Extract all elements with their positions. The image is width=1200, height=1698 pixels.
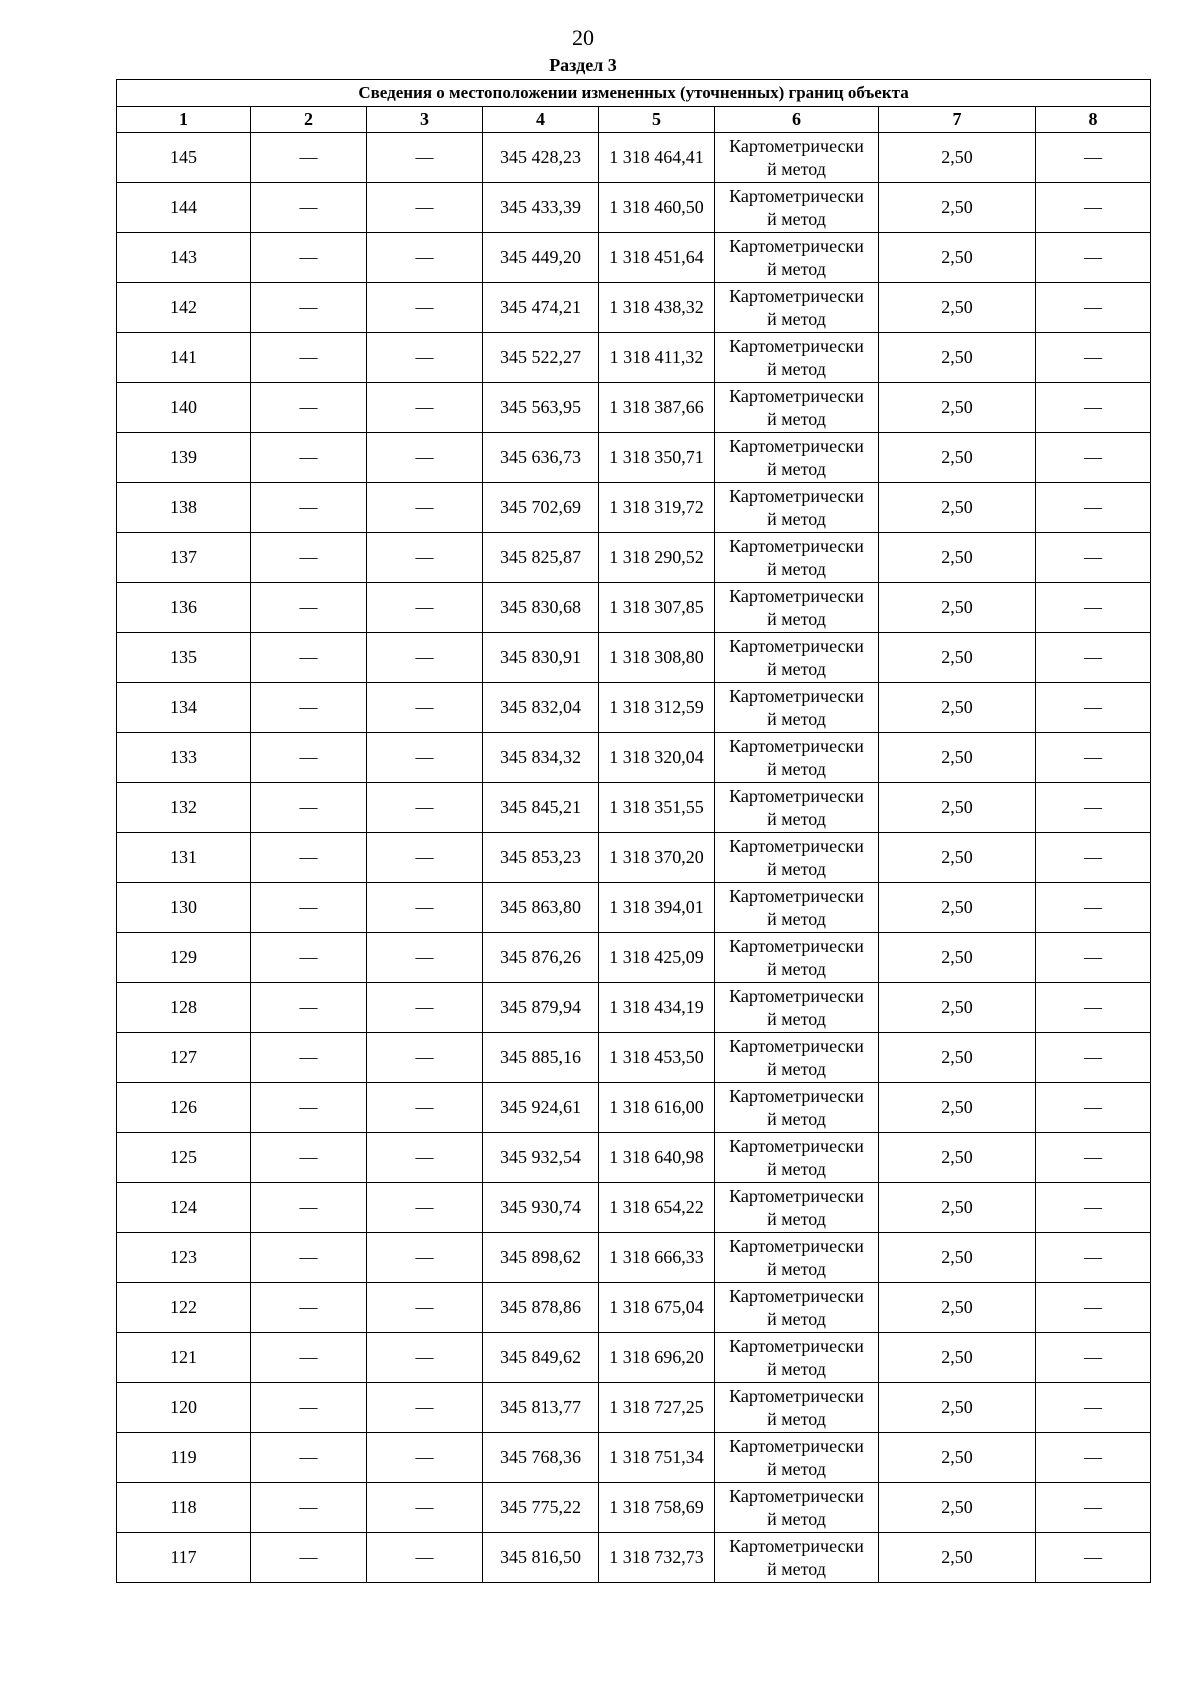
column-3-cell: — [367,1233,483,1283]
table-row [117,133,1151,183]
table-row [117,1333,1151,1383]
column-8-cell: — [1036,633,1151,683]
point-number-cell: 139 [117,433,251,483]
point-number-cell: 119 [117,1433,251,1483]
table-row [117,783,1151,833]
x-coordinate-cell: 345 428,23 [483,133,599,183]
table-row [117,833,1151,883]
x-coordinate-cell: 345 876,26 [483,933,599,983]
x-coordinate-cell: 345 898,62 [483,1233,599,1283]
method-cell: Картометрически й метод [715,1383,879,1433]
column-8-cell: — [1036,233,1151,283]
x-coordinate-cell: 345 845,21 [483,783,599,833]
x-coordinate-cell: 345 433,39 [483,183,599,233]
point-number-cell: 127 [117,1033,251,1083]
y-coordinate-cell: 1 318 460,50 [599,183,715,233]
accuracy-cell: 2,50 [879,133,1036,183]
method-cell: Картометрически й метод [715,133,879,183]
column-8-cell: — [1036,1333,1151,1383]
x-coordinate-cell: 345 885,16 [483,1033,599,1083]
x-coordinate-cell: 345 924,61 [483,1083,599,1133]
column-8-cell: — [1036,1533,1151,1583]
method-cell: Картометрически й метод [715,1533,879,1583]
point-number-cell: 130 [117,883,251,933]
column-8-cell: — [1036,183,1151,233]
column-8-cell: — [1036,1083,1151,1133]
column-8-cell: — [1036,133,1151,183]
column-3-cell: — [367,1533,483,1583]
column-3-cell: — [367,733,483,783]
column-2-cell: — [251,1483,367,1533]
column-3-cell: — [367,1033,483,1083]
y-coordinate-cell: 1 318 319,72 [599,483,715,533]
table-row [117,533,1151,583]
method-cell: Картометрически й метод [715,433,879,483]
y-coordinate-cell: 1 318 307,85 [599,583,715,633]
method-cell: Картометрически й метод [715,633,879,683]
method-cell: Картометрически й метод [715,733,879,783]
table-row [117,583,1151,633]
column-8-cell: — [1036,433,1151,483]
column-3-cell: — [367,233,483,283]
x-coordinate-cell: 345 830,91 [483,633,599,683]
column-3-cell: — [367,183,483,233]
column-8-cell: — [1036,683,1151,733]
y-coordinate-cell: 1 318 320,04 [599,733,715,783]
y-coordinate-cell: 1 318 640,98 [599,1133,715,1183]
column-3-cell: — [367,133,483,183]
point-number-cell: 131 [117,833,251,883]
accuracy-cell: 2,50 [879,233,1036,283]
table-row [117,1383,1151,1433]
column-8-cell: — [1036,483,1151,533]
y-coordinate-cell: 1 318 370,20 [599,833,715,883]
x-coordinate-cell: 345 775,22 [483,1483,599,1533]
table-row [117,233,1151,283]
x-coordinate-cell: 345 636,73 [483,433,599,483]
x-coordinate-cell: 345 878,86 [483,1283,599,1333]
x-coordinate-cell: 345 522,27 [483,333,599,383]
accuracy-cell: 2,50 [879,683,1036,733]
column-header: 3 [367,107,483,133]
method-cell: Картометрически й метод [715,283,879,333]
point-number-cell: 122 [117,1283,251,1333]
accuracy-cell: 2,50 [879,983,1036,1033]
point-number-cell: 133 [117,733,251,783]
table-row [117,883,1151,933]
accuracy-cell: 2,50 [879,1333,1036,1383]
y-coordinate-cell: 1 318 654,22 [599,1183,715,1233]
y-coordinate-cell: 1 318 290,52 [599,533,715,583]
y-coordinate-cell: 1 318 453,50 [599,1033,715,1083]
column-header: 4 [483,107,599,133]
column-3-cell: — [367,1283,483,1333]
point-number-cell: 140 [117,383,251,433]
column-2-cell: — [251,283,367,333]
column-2-cell: — [251,783,367,833]
accuracy-cell: 2,50 [879,1283,1036,1333]
column-8-cell: — [1036,333,1151,383]
column-2-cell: — [251,533,367,583]
y-coordinate-cell: 1 318 727,25 [599,1383,715,1433]
column-2-cell: — [251,1233,367,1283]
x-coordinate-cell: 345 879,94 [483,983,599,1033]
column-2-cell: — [251,333,367,383]
method-cell: Картометрически й метод [715,233,879,283]
accuracy-cell: 2,50 [879,1083,1036,1133]
accuracy-cell: 2,50 [879,1483,1036,1533]
column-header: 7 [879,107,1036,133]
column-2-cell: — [251,1183,367,1233]
method-cell: Картометрически й метод [715,383,879,433]
point-number-cell: 118 [117,1483,251,1533]
column-2-cell: — [251,833,367,883]
accuracy-cell: 2,50 [879,383,1036,433]
accuracy-cell: 2,50 [879,1033,1036,1083]
column-3-cell: — [367,283,483,333]
point-number-cell: 135 [117,633,251,683]
column-2-cell: — [251,933,367,983]
column-2-cell: — [251,633,367,683]
column-header: 1 [117,107,251,133]
method-cell: Картометрически й метод [715,1083,879,1133]
column-3-cell: — [367,1433,483,1483]
x-coordinate-cell: 345 563,95 [483,383,599,433]
table-row [117,933,1151,983]
y-coordinate-cell: 1 318 451,64 [599,233,715,283]
column-2-cell: — [251,133,367,183]
table-row [117,683,1151,733]
column-8-cell: — [1036,833,1151,883]
column-2-cell: — [251,883,367,933]
table-row [117,383,1151,433]
accuracy-cell: 2,50 [879,933,1036,983]
method-cell: Картометрически й метод [715,933,879,983]
column-2-cell: — [251,1083,367,1133]
column-8-cell: — [1036,733,1151,783]
x-coordinate-cell: 345 825,87 [483,533,599,583]
method-cell: Картометрически й метод [715,983,879,1033]
method-cell: Картометрически й метод [715,333,879,383]
column-3-cell: — [367,533,483,583]
point-number-cell: 123 [117,1233,251,1283]
accuracy-cell: 2,50 [879,183,1036,233]
point-number-cell: 144 [117,183,251,233]
column-3-cell: — [367,833,483,883]
point-number-cell: 121 [117,1333,251,1383]
table-row [117,1083,1151,1133]
column-3-cell: — [367,583,483,633]
column-2-cell: — [251,1433,367,1483]
column-8-cell: — [1036,583,1151,633]
method-cell: Картометрически й метод [715,483,879,533]
column-2-cell: — [251,1033,367,1083]
accuracy-cell: 2,50 [879,733,1036,783]
y-coordinate-cell: 1 318 438,32 [599,283,715,333]
accuracy-cell: 2,50 [879,1233,1036,1283]
column-3-cell: — [367,483,483,533]
y-coordinate-cell: 1 318 666,33 [599,1233,715,1283]
method-cell: Картометрически й метод [715,783,879,833]
method-cell: Картометрически й метод [715,1333,879,1383]
column-8-cell: — [1036,383,1151,433]
column-3-cell: — [367,783,483,833]
method-cell: Картометрически й метод [715,1283,879,1333]
column-8-cell: — [1036,1133,1151,1183]
y-coordinate-cell: 1 318 434,19 [599,983,715,1033]
accuracy-cell: 2,50 [879,1533,1036,1583]
method-cell: Картометрически й метод [715,833,879,883]
table-row [117,1483,1151,1533]
point-number-cell: 141 [117,333,251,383]
column-3-cell: — [367,433,483,483]
method-cell: Картометрически й метод [715,1433,879,1483]
column-3-cell: — [367,933,483,983]
point-number-cell: 125 [117,1133,251,1183]
column-header: 6 [715,107,879,133]
table-row [117,333,1151,383]
column-2-cell: — [251,1333,367,1383]
table-row [117,483,1151,533]
table-row [117,1033,1151,1083]
column-8-cell: — [1036,1233,1151,1283]
accuracy-cell: 2,50 [879,833,1036,883]
accuracy-cell: 2,50 [879,1383,1036,1433]
accuracy-cell: 2,50 [879,1433,1036,1483]
column-2-cell: — [251,733,367,783]
column-8-cell: — [1036,933,1151,983]
x-coordinate-cell: 345 449,20 [483,233,599,283]
x-coordinate-cell: 345 768,36 [483,1433,599,1483]
point-number-cell: 128 [117,983,251,1033]
point-number-cell: 132 [117,783,251,833]
x-coordinate-cell: 345 930,74 [483,1183,599,1233]
method-cell: Картометрически й метод [715,883,879,933]
column-2-cell: — [251,1383,367,1433]
column-header: 5 [599,107,715,133]
table-row [117,1283,1151,1333]
accuracy-cell: 2,50 [879,783,1036,833]
column-8-cell: — [1036,533,1151,583]
column-8-cell: — [1036,1183,1151,1233]
x-coordinate-cell: 345 813,77 [483,1383,599,1433]
column-2-cell: — [251,1133,367,1183]
column-3-cell: — [367,983,483,1033]
y-coordinate-cell: 1 318 751,34 [599,1433,715,1483]
x-coordinate-cell: 345 830,68 [483,583,599,633]
accuracy-cell: 2,50 [879,433,1036,483]
y-coordinate-cell: 1 318 387,66 [599,383,715,433]
page-number: 20 [572,25,594,50]
column-2-cell: — [251,683,367,733]
column-3-cell: — [367,1183,483,1233]
table-caption-row [117,80,1151,107]
column-3-cell: — [367,633,483,683]
column-header: 2 [251,107,367,133]
accuracy-cell: 2,50 [879,633,1036,683]
y-coordinate-cell: 1 318 464,41 [599,133,715,183]
column-3-cell: — [367,1133,483,1183]
column-8-cell: — [1036,983,1151,1033]
column-3-cell: — [367,333,483,383]
method-cell: Картометрически й метод [715,533,879,583]
table-row [117,283,1151,333]
column-3-cell: — [367,683,483,733]
section-title: Раздел 3 [549,55,617,75]
table-row [117,1533,1151,1583]
column-8-cell: — [1036,283,1151,333]
y-coordinate-cell: 1 318 732,73 [599,1533,715,1583]
column-2-cell: — [251,183,367,233]
method-cell: Картометрически й метод [715,1233,879,1283]
point-number-cell: 137 [117,533,251,583]
x-coordinate-cell: 345 863,80 [483,883,599,933]
column-3-cell: — [367,1333,483,1383]
accuracy-cell: 2,50 [879,1133,1036,1183]
y-coordinate-cell: 1 318 425,09 [599,933,715,983]
column-2-cell: — [251,233,367,283]
table-row [117,633,1151,683]
column-2-cell: — [251,1283,367,1333]
point-number-cell: 124 [117,1183,251,1233]
x-coordinate-cell: 345 932,54 [483,1133,599,1183]
point-number-cell: 145 [117,133,251,183]
column-8-cell: — [1036,1283,1151,1333]
column-3-cell: — [367,883,483,933]
column-2-cell: — [251,1533,367,1583]
column-3-cell: — [367,383,483,433]
y-coordinate-cell: 1 318 696,20 [599,1333,715,1383]
table-row [117,1433,1151,1483]
y-coordinate-cell: 1 318 616,00 [599,1083,715,1133]
column-8-cell: — [1036,1033,1151,1083]
accuracy-cell: 2,50 [879,883,1036,933]
point-number-cell: 134 [117,683,251,733]
accuracy-cell: 2,50 [879,533,1036,583]
x-coordinate-cell: 345 816,50 [483,1533,599,1583]
method-cell: Картометрически й метод [715,1183,879,1233]
y-coordinate-cell: 1 318 312,59 [599,683,715,733]
x-coordinate-cell: 345 834,32 [483,733,599,783]
table-row [117,433,1151,483]
x-coordinate-cell: 345 853,23 [483,833,599,883]
y-coordinate-cell: 1 318 758,69 [599,1483,715,1533]
table-row [117,983,1151,1033]
table-caption: Сведения о местоположении измененных (уточненных) границ объекта [117,80,1151,107]
point-number-cell: 138 [117,483,251,533]
column-2-cell: — [251,483,367,533]
x-coordinate-cell: 345 849,62 [483,1333,599,1383]
column-2-cell: — [251,383,367,433]
method-cell: Картометрически й метод [715,1133,879,1183]
accuracy-cell: 2,50 [879,333,1036,383]
point-number-cell: 120 [117,1383,251,1433]
point-number-cell: 117 [117,1533,251,1583]
method-cell: Картометрически й метод [715,183,879,233]
point-number-cell: 126 [117,1083,251,1133]
accuracy-cell: 2,50 [879,283,1036,333]
accuracy-cell: 2,50 [879,483,1036,533]
point-number-cell: 136 [117,583,251,633]
boundary-coordinates-table [116,79,1151,1583]
table-row [117,183,1151,233]
column-3-cell: — [367,1383,483,1433]
point-number-cell: 143 [117,233,251,283]
method-cell: Картометрически й метод [715,583,879,633]
method-cell: Картометрически й метод [715,1483,879,1533]
x-coordinate-cell: 345 474,21 [483,283,599,333]
y-coordinate-cell: 1 318 675,04 [599,1283,715,1333]
y-coordinate-cell: 1 318 350,71 [599,433,715,483]
method-cell: Картометрически й метод [715,1033,879,1083]
y-coordinate-cell: 1 318 411,32 [599,333,715,383]
y-coordinate-cell: 1 318 351,55 [599,783,715,833]
table-row [117,733,1151,783]
column-2-cell: — [251,433,367,483]
point-number-cell: 142 [117,283,251,333]
column-8-cell: — [1036,1483,1151,1533]
column-2-cell: — [251,583,367,633]
column-3-cell: — [367,1083,483,1133]
accuracy-cell: 2,50 [879,583,1036,633]
method-cell: Картометрически й метод [715,683,879,733]
x-coordinate-cell: 345 832,04 [483,683,599,733]
column-header: 8 [1036,107,1151,133]
column-3-cell: — [367,1483,483,1533]
column-number-row [117,107,1151,133]
y-coordinate-cell: 1 318 394,01 [599,883,715,933]
y-coordinate-cell: 1 318 308,80 [599,633,715,683]
column-8-cell: — [1036,1433,1151,1483]
column-8-cell: — [1036,883,1151,933]
table-row [117,1233,1151,1283]
accuracy-cell: 2,50 [879,1183,1036,1233]
column-8-cell: — [1036,783,1151,833]
point-number-cell: 129 [117,933,251,983]
table-row [117,1183,1151,1233]
column-8-cell: — [1036,1383,1151,1433]
column-2-cell: — [251,983,367,1033]
x-coordinate-cell: 345 702,69 [483,483,599,533]
table-row [117,1133,1151,1183]
